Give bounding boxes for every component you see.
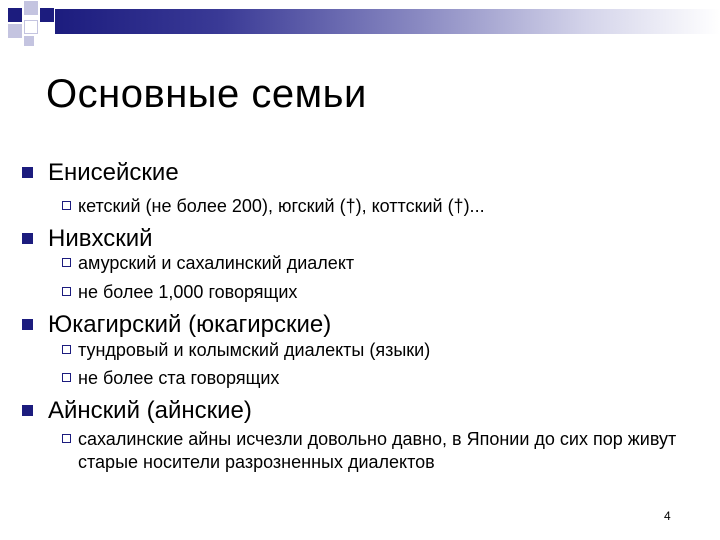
family-label: Айнский (айнские) <box>48 397 252 424</box>
square-bullet-icon <box>22 167 33 178</box>
square-bullet-icon <box>22 405 33 416</box>
detail-text: кетский (не более 200), югский (†), коттский (†)... <box>78 196 485 216</box>
hollow-square-bullet-icon <box>62 287 71 296</box>
detail-text: сахалинские айны исчезли довольно давно, в Японии до сих пор живут старые носители разрозненных диалектов <box>78 429 677 472</box>
detail-text: амурский и сахалинский диалект <box>78 253 355 273</box>
hollow-square-bullet-icon <box>62 373 71 382</box>
square-bullet-icon <box>22 233 33 244</box>
hollow-square-bullet-icon <box>62 201 71 210</box>
detail-text: не более ста говорящих <box>78 368 280 388</box>
slide-title: Основные семьи <box>46 72 367 116</box>
square-bullet-icon <box>22 319 33 330</box>
hollow-square-bullet-icon <box>62 345 71 354</box>
family-label: Нивхский <box>48 225 153 252</box>
hollow-square-bullet-icon <box>62 434 71 443</box>
family-label: Юкагирский (юкагирские) <box>48 311 332 338</box>
detail-text: тундровый и колымский диалекты (языки) <box>78 340 431 360</box>
hollow-square-bullet-icon <box>62 258 71 267</box>
detail-text: не более 1,000 говорящих <box>78 282 298 302</box>
page-number: 4 <box>664 509 671 523</box>
family-label: Енисейские <box>48 159 179 186</box>
